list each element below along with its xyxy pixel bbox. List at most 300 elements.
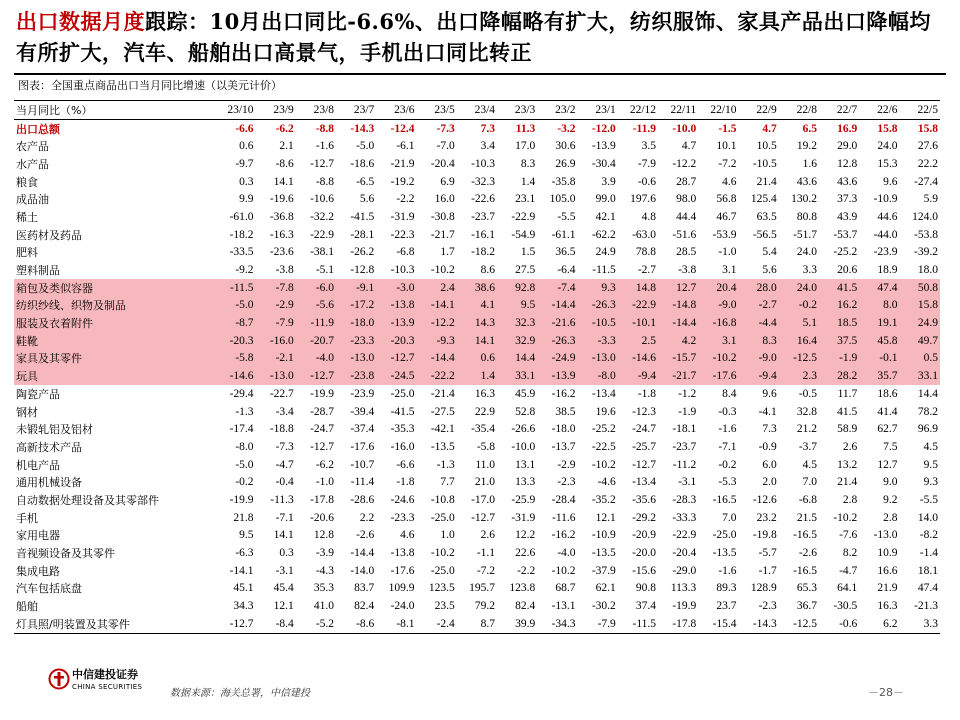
value-cell: 12.8 xyxy=(313,529,335,542)
china-securities-logo-icon xyxy=(48,668,70,690)
value-cell: -17.6 xyxy=(350,440,375,453)
column-header: 22/7 xyxy=(819,101,859,120)
value-cell: 15.8 xyxy=(877,122,898,135)
value-cell: 16.6 xyxy=(877,564,898,577)
value-cell: 6.0 xyxy=(762,458,777,471)
value-cell: -16.5 xyxy=(712,493,737,506)
value-cell: 0.3 xyxy=(239,175,254,188)
value-cell: -12.7 xyxy=(215,615,255,633)
value-cell: -25.0 xyxy=(712,529,737,542)
value-cell: -14.4 xyxy=(417,350,457,368)
value-cell: -20.4 xyxy=(430,157,455,170)
value-cell: 125.4 xyxy=(750,193,777,206)
value-cell: -35.6 xyxy=(632,493,657,506)
value-cell: 2.0 xyxy=(762,476,777,489)
value-cell: -10.9 xyxy=(591,529,616,542)
value-cell: 4.7 xyxy=(681,140,697,153)
value-cell: -17.0 xyxy=(471,493,496,506)
value-cell: 47.4 xyxy=(859,279,899,297)
value-cell: -13.1 xyxy=(551,600,576,613)
value-cell: -17.8 xyxy=(658,615,698,633)
value-cell: -41.5 xyxy=(350,210,375,223)
value-cell: -19.9 xyxy=(229,493,254,506)
value-cell: -10.0 xyxy=(672,122,697,135)
row-label: 家具及其零件 xyxy=(14,350,215,368)
table-row xyxy=(14,350,940,368)
value-cell: -10.2 xyxy=(430,264,455,277)
value-cell: -30.8 xyxy=(430,210,455,223)
value-cell: 63.5 xyxy=(756,210,777,223)
value-cell: -31.9 xyxy=(390,210,415,223)
value-cell: 22.6 xyxy=(515,547,536,560)
value-cell: 21.4 xyxy=(837,476,858,489)
value-cell: -11.9 xyxy=(296,314,336,332)
value-cell: -30.2 xyxy=(591,600,616,613)
row-label: 塑料制品 xyxy=(16,264,60,278)
value-cell: -18.1 xyxy=(672,423,697,436)
data-source: 数据来源：海关总署，中信建投 xyxy=(170,688,310,699)
column-header: 23/3 xyxy=(497,101,537,120)
value-cell: 24.0 xyxy=(877,140,898,153)
value-cell: 8.2 xyxy=(842,547,858,560)
value-cell: 19.6 xyxy=(595,405,616,418)
value-cell: -25.7 xyxy=(632,440,657,453)
value-cell: -11.2 xyxy=(672,458,697,471)
value-cell: 43.6 xyxy=(796,175,818,188)
value-cell: -28.7 xyxy=(310,405,335,418)
value-cell: 33.1 xyxy=(497,367,537,385)
value-cell: -35.3 xyxy=(390,423,415,436)
column-header: 23/4 xyxy=(457,101,497,120)
table-row xyxy=(14,403,940,421)
value-cell: 1.0 xyxy=(440,529,455,542)
value-cell: 78.2 xyxy=(917,405,938,418)
value-cell: 5.9 xyxy=(923,193,938,206)
value-cell: 38.5 xyxy=(555,405,576,418)
value-cell: 16.9 xyxy=(837,122,858,135)
value-cell: -0.6 xyxy=(637,175,657,188)
value-cell: -23.9 xyxy=(873,246,898,259)
value-cell: 1.6 xyxy=(802,157,818,170)
value-cell: 21.4 xyxy=(756,175,777,188)
value-cell: 24.9 xyxy=(595,246,616,259)
value-cell: -32.3 xyxy=(471,175,496,188)
value-cell: 9.2 xyxy=(883,493,898,506)
column-header: 22/10 xyxy=(698,101,738,120)
value-cell: -0.1 xyxy=(859,350,899,368)
table-row xyxy=(14,137,940,155)
value-cell: -2.2 xyxy=(517,564,536,577)
value-cell: -2.2 xyxy=(396,193,415,206)
value-cell: 32.8 xyxy=(796,405,818,418)
row-label: 通用机械设备 xyxy=(16,476,82,490)
value-cell: -53.9 xyxy=(712,228,737,241)
value-cell: -2.6 xyxy=(356,529,375,542)
value-cell: 22.2 xyxy=(917,157,938,170)
value-cell: -10.7 xyxy=(350,458,375,471)
value-cell: 21.2 xyxy=(796,423,818,436)
value-cell: -8.2 xyxy=(919,529,938,542)
value-cell: 45.8 xyxy=(859,332,899,350)
value-cell: 1.7 xyxy=(440,246,455,259)
value-cell: -21.6 xyxy=(537,314,577,332)
value-cell: -23.6 xyxy=(269,246,294,259)
value-cell: 128.9 xyxy=(750,582,777,595)
value-cell: 3.4 xyxy=(480,140,496,153)
page-title-rest: 跟踪：10月出口同比-6.6%、出口降幅略有扩大，纺织服饰、家具产品出口降幅均有所扩大，汽车、船舶出口高景气，手机出口同比转正 xyxy=(16,9,931,65)
row-label: 音视频设备及其零件 xyxy=(16,547,115,561)
value-cell: -28.3 xyxy=(672,493,697,506)
table-row xyxy=(14,226,940,244)
value-cell: -22.5 xyxy=(591,440,616,453)
value-cell: 19.2 xyxy=(796,140,818,153)
value-cell: -3.8 xyxy=(678,264,697,277)
value-cell: -8.0 xyxy=(235,440,254,453)
table-row xyxy=(14,155,940,173)
value-cell: -6.2 xyxy=(275,122,294,135)
value-cell: 52.8 xyxy=(515,405,536,418)
value-cell: -12.7 xyxy=(310,440,335,453)
value-cell: 15.8 xyxy=(900,297,940,315)
value-cell: 17.0 xyxy=(515,140,536,153)
value-cell: 0.6 xyxy=(239,140,254,153)
value-cell: -4.6 xyxy=(597,476,616,489)
value-cell: 28.0 xyxy=(739,279,779,297)
value-cell: 23.2 xyxy=(756,511,777,524)
value-cell: -13.7 xyxy=(551,440,576,453)
value-cell: -16.5 xyxy=(793,529,818,542)
value-cell: -13.9 xyxy=(376,314,416,332)
value-cell: -8.6 xyxy=(275,157,294,170)
value-cell: -7.1 xyxy=(275,511,294,524)
value-cell: -18.2 xyxy=(229,228,254,241)
value-cell: 3.5 xyxy=(641,140,657,153)
value-cell: 5.6 xyxy=(359,193,375,206)
value-cell: -9.4 xyxy=(739,367,779,385)
value-cell: 5.4 xyxy=(762,246,777,259)
row-label: 箱包及类似容器 xyxy=(14,279,215,297)
value-cell: -5.0 xyxy=(235,458,254,471)
value-cell: -11.6 xyxy=(552,511,576,524)
value-cell: -61.1 xyxy=(551,228,576,241)
table-row xyxy=(14,544,940,562)
value-cell: 45.1 xyxy=(233,582,254,595)
value-cell: 12.7 xyxy=(658,279,698,297)
value-cell: -5.6 xyxy=(296,297,336,315)
value-cell: 50.8 xyxy=(900,279,940,297)
value-cell: -56.5 xyxy=(752,228,777,241)
value-cell: -28.6 xyxy=(350,493,375,506)
value-cell: -23.3 xyxy=(390,511,415,524)
value-cell: -1.2 xyxy=(678,387,697,400)
value-cell: -1.7 xyxy=(758,564,777,577)
value-cell: -61.0 xyxy=(229,210,254,223)
column-header: 22/6 xyxy=(859,101,899,120)
column-header: 23/10 xyxy=(215,101,255,120)
value-cell: 36.5 xyxy=(555,246,576,259)
value-cell: 9.5 xyxy=(497,297,537,315)
column-header: 22/5 xyxy=(900,101,940,120)
value-cell: -5.8 xyxy=(476,440,496,453)
value-cell: 64.1 xyxy=(837,582,858,595)
value-cell: -23.9 xyxy=(350,387,375,400)
value-cell: 15.3 xyxy=(877,157,898,170)
value-cell: -8.6 xyxy=(336,615,376,633)
value-cell: -7.9 xyxy=(637,157,657,170)
value-cell: -11.9 xyxy=(632,122,657,135)
value-cell: 5.1 xyxy=(779,314,819,332)
value-cell: -6.0 xyxy=(296,279,336,297)
value-cell: -17.6 xyxy=(698,367,738,385)
value-cell: -10.5 xyxy=(578,314,618,332)
export-growth-table xyxy=(14,100,940,634)
value-cell: 28.5 xyxy=(676,246,697,259)
value-cell: -30.5 xyxy=(833,600,858,613)
value-cell: -19.9 xyxy=(672,600,697,613)
value-cell: -34.3 xyxy=(537,615,577,633)
value-cell: 36.7 xyxy=(796,600,818,613)
value-cell: 109.9 xyxy=(388,582,415,595)
value-cell: -33.5 xyxy=(229,246,254,259)
value-cell: 37.5 xyxy=(819,332,859,350)
row-label: 未锻轧铝及铝材 xyxy=(16,423,93,437)
value-cell: -13.0 xyxy=(256,367,296,385)
column-header: 23/7 xyxy=(336,101,376,120)
value-cell: 79.2 xyxy=(474,600,496,613)
value-cell: -1.3 xyxy=(436,458,455,471)
value-cell: -7.0 xyxy=(436,140,455,153)
value-cell: 23.1 xyxy=(515,193,536,206)
value-cell: -4.7 xyxy=(275,458,294,471)
value-cell: -12.7 xyxy=(310,157,335,170)
value-cell: -1.9 xyxy=(819,350,859,368)
value-cell: -18.0 xyxy=(551,423,576,436)
value-cell: 2.4 xyxy=(417,279,457,297)
value-cell: 14.4 xyxy=(917,387,938,400)
value-cell: -9.0 xyxy=(698,297,738,315)
value-cell: -25.9 xyxy=(511,493,536,506)
table-row xyxy=(14,173,940,191)
value-cell: 2.3 xyxy=(779,367,819,385)
value-cell: 26.9 xyxy=(555,157,576,170)
value-cell: 7.0 xyxy=(802,476,818,489)
value-cell: -6.2 xyxy=(315,458,335,471)
value-cell: 6.9 xyxy=(440,175,455,188)
value-cell: -4.0 xyxy=(557,547,576,560)
value-cell: 8.4 xyxy=(722,387,737,400)
row-label: 水产品 xyxy=(16,157,49,171)
value-cell: 82.4 xyxy=(515,600,536,613)
column-header: 22/8 xyxy=(779,101,819,120)
value-cell: -44.0 xyxy=(873,228,898,241)
value-cell: -3.0 xyxy=(376,279,416,297)
value-cell: 37.3 xyxy=(837,193,858,206)
value-cell: -16.3 xyxy=(269,228,294,241)
value-cell: -15.4 xyxy=(698,615,738,633)
table-row xyxy=(14,562,940,580)
value-cell: -8.8 xyxy=(315,122,335,135)
table-row xyxy=(14,314,940,332)
row-label: 汽车包括底盘 xyxy=(16,582,82,596)
value-cell: 0.6 xyxy=(457,350,497,368)
value-cell: -23.3 xyxy=(336,332,376,350)
value-cell: -6.8 xyxy=(798,493,818,506)
value-cell: -17.4 xyxy=(229,423,254,436)
value-cell: 123.8 xyxy=(509,582,536,595)
value-cell: 16.0 xyxy=(434,193,455,206)
value-cell: 113.3 xyxy=(670,582,697,595)
value-cell: -24.6 xyxy=(390,493,415,506)
value-cell: 12.1 xyxy=(273,600,294,613)
value-cell: -26.3 xyxy=(537,332,577,350)
value-cell: -19.6 xyxy=(269,193,294,206)
value-cell: -1.9 xyxy=(678,405,697,418)
value-cell: -13.5 xyxy=(712,547,737,560)
value-cell: -24.5 xyxy=(376,367,416,385)
value-cell: 38.6 xyxy=(457,279,497,297)
value-cell: -1.4 xyxy=(919,547,938,560)
value-cell: -23.7 xyxy=(471,210,496,223)
value-cell: 9.6 xyxy=(762,387,777,400)
value-cell: -7.3 xyxy=(275,440,294,453)
value-cell: -35.8 xyxy=(551,175,576,188)
value-cell: -7.3 xyxy=(436,122,455,135)
value-cell: -0.4 xyxy=(275,476,294,489)
value-cell: 56.8 xyxy=(716,193,737,206)
value-cell: 2.2 xyxy=(359,511,375,524)
value-cell: 32.3 xyxy=(497,314,537,332)
table-row xyxy=(14,473,940,491)
value-cell: -10.2 xyxy=(551,564,576,577)
value-cell: 1.4 xyxy=(457,367,497,385)
table-row xyxy=(14,297,940,315)
value-cell: 4.5 xyxy=(802,458,818,471)
value-cell: -4.0 xyxy=(296,350,336,368)
value-cell: 4.5 xyxy=(923,440,938,453)
value-cell: -51.7 xyxy=(793,228,818,241)
value-cell: -5.0 xyxy=(356,140,375,153)
value-cell: 4.6 xyxy=(400,529,415,542)
value-cell: -22.9 xyxy=(511,210,536,223)
value-cell: -16.8 xyxy=(698,314,738,332)
value-cell: 24.9 xyxy=(900,314,940,332)
value-cell: -12.8 xyxy=(350,264,375,277)
value-cell: -10.9 xyxy=(873,193,898,206)
value-cell: -21.3 xyxy=(914,600,938,613)
value-cell: -30.4 xyxy=(591,157,616,170)
value-cell: 21.5 xyxy=(796,511,818,524)
value-cell: -36.8 xyxy=(269,210,294,223)
value-cell: -23.7 xyxy=(672,440,697,453)
row-label: 灯具照/明装置及其零件 xyxy=(14,615,215,633)
value-cell: 78.8 xyxy=(635,246,657,259)
value-cell: -2.7 xyxy=(637,264,657,277)
value-cell: -13.0 xyxy=(336,350,376,368)
value-cell: -18.6 xyxy=(350,157,375,170)
row-label: 鞋靴 xyxy=(14,332,215,350)
value-cell: -7.2 xyxy=(476,564,496,577)
row-label: 高新技术产品 xyxy=(16,440,82,454)
value-cell: -24.7 xyxy=(632,423,657,436)
value-cell: -5.0 xyxy=(215,297,255,315)
value-cell: -12.2 xyxy=(672,157,697,170)
value-cell: -13.8 xyxy=(390,547,415,560)
value-cell: -8.0 xyxy=(578,367,618,385)
value-cell: 20.4 xyxy=(698,279,738,297)
value-cell: -1.8 xyxy=(637,387,657,400)
value-cell: -18.0 xyxy=(336,314,376,332)
value-cell: 3.9 xyxy=(601,175,616,188)
column-header: 23/2 xyxy=(537,101,577,120)
value-cell: -19.2 xyxy=(390,175,415,188)
value-cell: -39.4 xyxy=(350,405,375,418)
value-cell: -22.6 xyxy=(471,193,496,206)
value-cell: 105.0 xyxy=(549,193,576,206)
value-cell: -3.8 xyxy=(275,264,294,277)
value-cell: 21.8 xyxy=(233,511,254,524)
value-cell: 14.4 xyxy=(497,350,537,368)
value-cell: 19.1 xyxy=(859,314,899,332)
row-label: 机电产品 xyxy=(16,458,60,472)
value-cell: 197.6 xyxy=(630,193,657,206)
value-cell: 11.0 xyxy=(475,458,496,471)
value-cell: 41.4 xyxy=(877,405,898,418)
value-cell: -1.6 xyxy=(718,423,737,436)
value-cell: -24.7 xyxy=(310,423,335,436)
value-cell: -13.4 xyxy=(591,387,616,400)
row-label: 粮食 xyxy=(16,175,38,189)
row-label: 医药材及药品 xyxy=(16,228,82,242)
value-cell: 14.1 xyxy=(457,332,497,350)
value-cell: -2.1 xyxy=(256,350,296,368)
value-cell: -11.5 xyxy=(618,615,658,633)
logo-cn: 中信建投证券 xyxy=(72,668,138,681)
value-cell: -13.5 xyxy=(430,440,455,453)
value-cell: -26.3 xyxy=(578,297,618,315)
value-cell: -12.2 xyxy=(417,314,457,332)
value-cell: -12.7 xyxy=(471,511,496,524)
value-cell: -8.1 xyxy=(376,615,416,633)
value-cell: -21.7 xyxy=(430,228,455,241)
value-cell: 7.3 xyxy=(762,423,777,436)
value-cell: -10.6 xyxy=(310,193,335,206)
value-cell: -37.9 xyxy=(591,564,616,577)
value-cell: 4.2 xyxy=(658,332,698,350)
value-cell: -0.3 xyxy=(718,405,737,418)
value-cell: 9.5 xyxy=(923,458,938,471)
value-cell: -1.1 xyxy=(476,547,496,560)
value-cell: -18.8 xyxy=(269,423,294,436)
value-cell: -13.8 xyxy=(376,297,416,315)
value-cell: 41.0 xyxy=(313,600,335,613)
value-cell: -24.9 xyxy=(537,350,577,368)
value-cell: -16.5 xyxy=(793,564,818,577)
value-cell: 41.5 xyxy=(837,405,858,418)
value-cell: 2.5 xyxy=(618,332,658,350)
value-cell: -11.4 xyxy=(350,476,375,489)
row-label: 稀土 xyxy=(16,210,38,224)
value-cell: -22.9 xyxy=(672,529,697,542)
value-cell: -9.0 xyxy=(739,350,779,368)
value-cell: -1.3 xyxy=(235,405,254,418)
value-cell: -12.7 xyxy=(632,458,657,471)
value-cell: 23.7 xyxy=(716,600,737,613)
value-cell: -12.5 xyxy=(779,615,819,633)
table-row xyxy=(14,190,940,208)
value-cell: -37.4 xyxy=(350,423,375,436)
column-header: 22/11 xyxy=(658,101,698,120)
value-cell: -41.5 xyxy=(390,405,415,418)
